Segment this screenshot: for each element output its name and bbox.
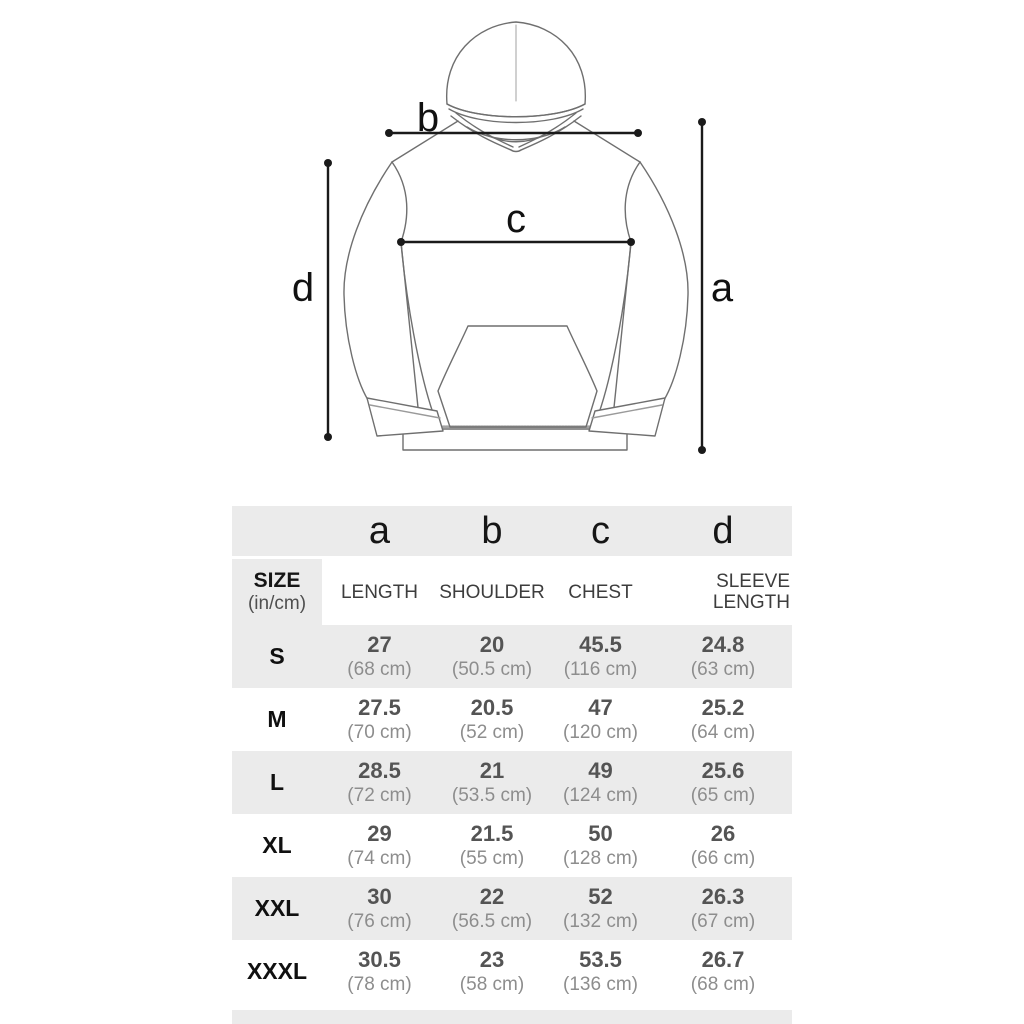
size-label: XXXL <box>246 958 308 984</box>
measure-label-d: d <box>291 266 315 310</box>
size-label: XXL <box>254 895 300 921</box>
cm-value: (68 cm) <box>347 659 412 680</box>
inch-value: 20 <box>479 632 505 657</box>
cm-value: (56.5 cm) <box>451 911 533 932</box>
measurement-cell <box>547 625 654 688</box>
measurement-cell <box>322 940 437 1003</box>
inch-value: 21 <box>479 758 505 783</box>
column-header-shoulder: SHOULDER <box>439 581 545 603</box>
inch-value: 53.5 <box>579 947 622 972</box>
measure-line-d <box>324 159 332 441</box>
measure-dot <box>324 433 332 441</box>
measurement-cell <box>322 688 437 751</box>
size-table <box>232 506 792 1024</box>
table-row-m <box>232 688 792 751</box>
cm-value: (116 cm) <box>563 659 638 680</box>
size-corner-title: SIZE <box>253 569 301 592</box>
inch-value: 27 <box>367 632 392 657</box>
measure-dot <box>698 446 706 454</box>
cm-value: (53.5 cm) <box>451 785 533 806</box>
measure-dot <box>397 238 405 246</box>
measurement-cell <box>654 751 792 814</box>
measurement-cell <box>654 814 792 877</box>
table-row-l <box>232 751 792 814</box>
cm-value: (136 cm) <box>563 974 638 995</box>
inch-value: 21.5 <box>470 821 514 846</box>
measurement-cell <box>547 751 654 814</box>
hood-collar-tip <box>511 150 521 152</box>
cm-value: (128 cm) <box>563 848 638 869</box>
measurement-cell <box>322 877 437 940</box>
inch-value: 27.5 <box>358 695 401 720</box>
inch-value: 47 <box>588 695 613 720</box>
hood-collar-left-outer <box>456 113 513 147</box>
inch-value: 26.3 <box>701 884 745 909</box>
measurement-cell <box>322 751 437 814</box>
measurement-cell <box>437 751 547 814</box>
cm-value: (64 cm) <box>690 722 756 743</box>
measure-label-b: b <box>416 96 440 140</box>
inch-value: 24.8 <box>701 632 745 657</box>
cm-value: (72 cm) <box>347 785 412 806</box>
size-unit-corner <box>232 559 322 625</box>
cm-value: (74 cm) <box>347 848 412 869</box>
size-label: L <box>269 769 285 795</box>
kangaroo-pocket <box>438 326 597 427</box>
measurement-cell <box>437 625 547 688</box>
measure-label-a: a <box>710 266 734 310</box>
measure-dot <box>627 238 635 246</box>
inch-value: 22 <box>479 884 505 909</box>
inch-value: 20.5 <box>470 695 514 720</box>
measurement-cell <box>547 877 654 940</box>
cm-value: (124 cm) <box>563 785 638 806</box>
cm-value: (50.5 cm) <box>451 659 533 680</box>
inch-value: 25.6 <box>701 758 745 783</box>
cm-value: (67 cm) <box>690 911 756 932</box>
sleeve-right-outer <box>640 162 688 400</box>
letter-header-c: c <box>591 510 610 552</box>
sleeve-left-outer <box>344 162 392 400</box>
cm-value: (78 cm) <box>347 974 412 995</box>
measurement-cell <box>547 688 654 751</box>
size-label: M <box>267 706 287 732</box>
sleeve-seam-right <box>599 242 631 413</box>
cm-value: (66 cm) <box>690 848 756 869</box>
measurement-cell <box>437 877 547 940</box>
cm-value: (63 cm) <box>690 659 756 680</box>
measure-dot <box>385 129 393 137</box>
measurement-cell <box>654 940 792 1003</box>
inch-value: 30.5 <box>358 947 401 972</box>
column-header-row <box>232 559 792 625</box>
measurement-cell <box>547 814 654 877</box>
measure-line-a <box>698 118 706 454</box>
letter-header-b: b <box>481 510 503 552</box>
table-row-xxl <box>232 877 792 940</box>
table-row-s <box>232 625 792 688</box>
measurement-cell <box>547 940 654 1003</box>
inch-value: 52 <box>588 884 613 909</box>
table-row-xl <box>232 814 792 877</box>
cm-value: (55 cm) <box>459 848 525 869</box>
measurement-cell <box>654 688 792 751</box>
inch-value: 29 <box>367 821 392 846</box>
measure-dot <box>324 159 332 167</box>
measurement-cell <box>654 877 792 940</box>
column-header-length: LENGTH <box>340 581 419 603</box>
cm-value: (65 cm) <box>690 785 756 806</box>
cm-value: (132 cm) <box>563 911 638 932</box>
armhole-right <box>625 162 640 242</box>
cm-value: (76 cm) <box>347 911 412 932</box>
cm-value: (52 cm) <box>459 722 525 743</box>
measurement-cell <box>437 940 547 1003</box>
cm-value: (120 cm) <box>563 722 638 743</box>
armhole-left <box>392 162 407 242</box>
inch-value: 50 <box>588 821 613 846</box>
letter-header-spacer <box>232 506 322 556</box>
inch-value: 28.5 <box>358 758 401 783</box>
measurement-cell <box>322 814 437 877</box>
letter-header-a: a <box>368 510 391 552</box>
table-row-xxxl <box>232 940 792 1003</box>
inch-value: 23 <box>479 947 505 972</box>
cm-value: (58 cm) <box>459 974 525 995</box>
measure-dot <box>634 129 642 137</box>
column-header-sleeve-length: SLEEVE LENGTH <box>712 571 790 613</box>
cm-value: (70 cm) <box>347 722 412 743</box>
inch-value: 49 <box>588 758 613 783</box>
cropped-next-row-band <box>232 1010 792 1024</box>
size-corner-unit: (in/cm) <box>247 593 307 614</box>
measure-label-c: c <box>506 197 526 241</box>
size-label: XL <box>262 832 292 858</box>
shoulder-seam-right <box>574 121 640 162</box>
measurement-cell <box>437 814 547 877</box>
measurement-cell <box>322 625 437 688</box>
measure-dot <box>698 118 706 126</box>
size-label: S <box>269 643 285 669</box>
inch-value: 45.5 <box>579 632 622 657</box>
measurement-cell <box>437 688 547 751</box>
cm-value: (68 cm) <box>690 974 756 995</box>
hood-collar-cross-arc-small <box>487 135 545 142</box>
hood-collar-right-outer <box>519 113 576 147</box>
measurement-cell <box>654 625 792 688</box>
inch-value: 30 <box>367 884 392 909</box>
inch-value: 26 <box>710 821 736 846</box>
sleeve-seam-left <box>401 242 433 413</box>
letter-header-row <box>232 506 792 556</box>
column-header-chest: CHEST <box>568 581 633 603</box>
inch-value: 25.2 <box>701 695 745 720</box>
letter-header-d: d <box>712 510 734 552</box>
inch-value: 26.7 <box>701 947 745 972</box>
